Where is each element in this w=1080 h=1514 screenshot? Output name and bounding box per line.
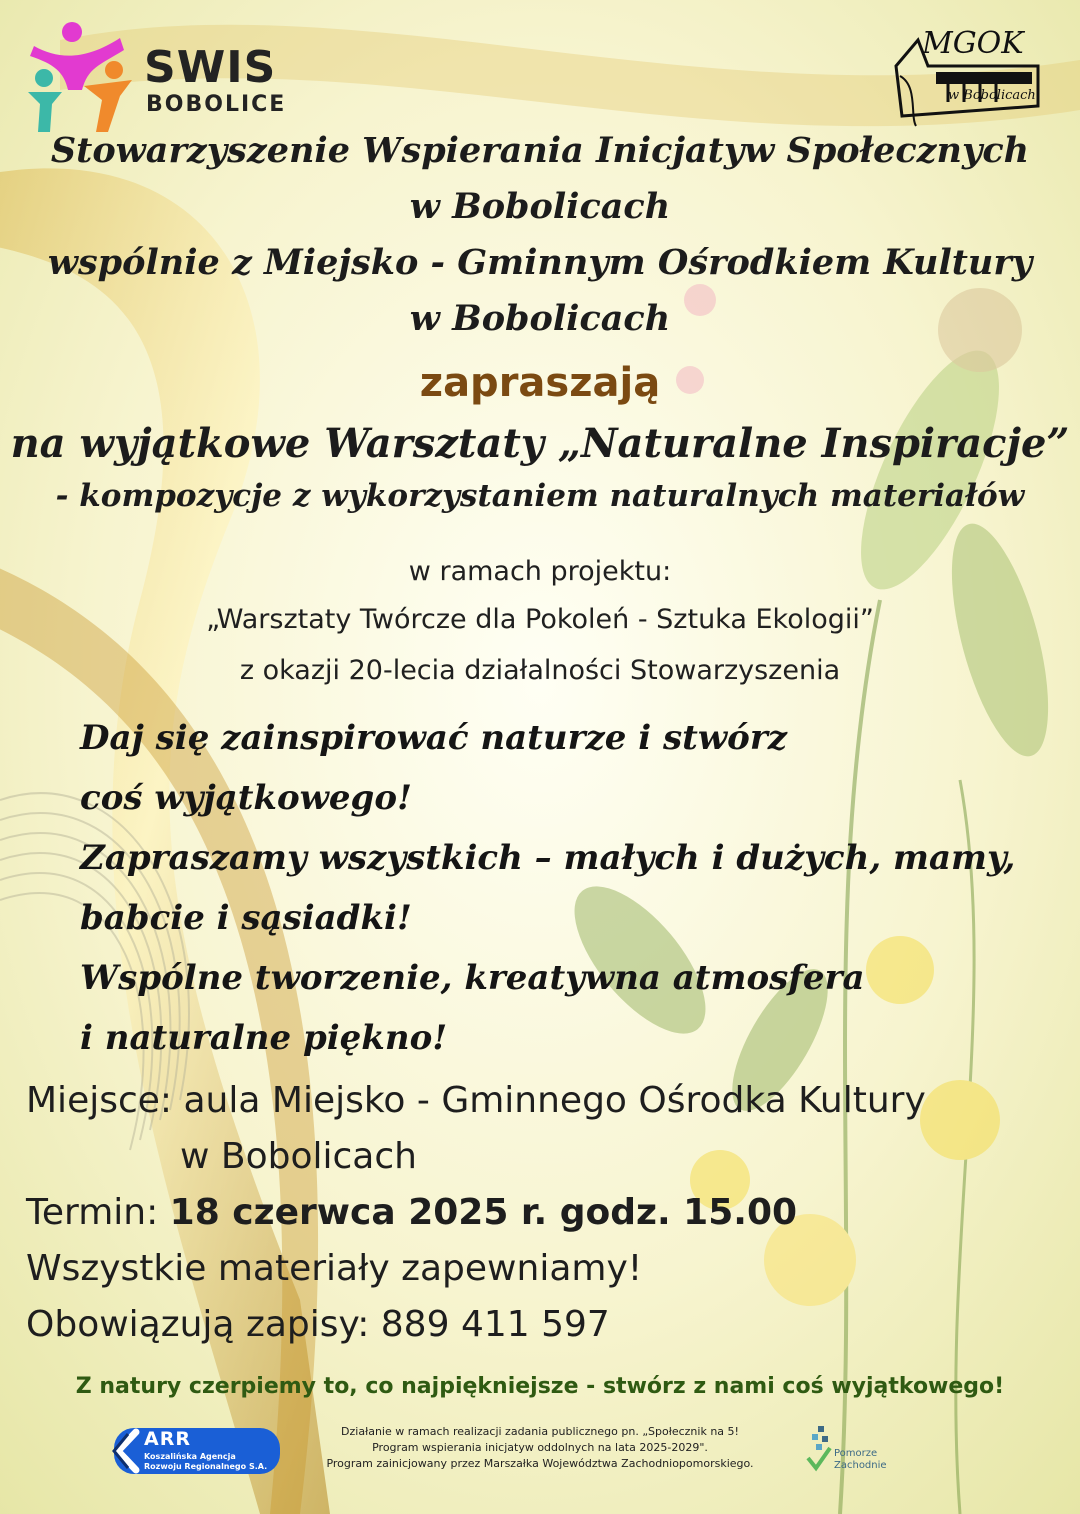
arr-subtitle-2: Rozwoju Regionalnego S.A. (144, 1462, 268, 1471)
swis-people-icon (24, 20, 134, 135)
date-value: 18 czerwca 2025 r. godz. 15.00 (169, 1192, 798, 1233)
arr-name: ARR (144, 1428, 191, 1450)
footer-tagline: Z natury czerpiemy to, co najpiękniejsze - stwórz z nami coś wyjątkowego! (75, 1374, 1005, 1399)
funding-line: Program wspierania inicjatyw oddolnych na lata 2025-2029". (372, 1441, 708, 1454)
funding-line: Działanie w ramach realizacji zadania publicznego pn. „Społecznik na 5! (341, 1425, 739, 1438)
pomorze-zachodnie-logo (806, 1424, 886, 1480)
arr-subtitle-1: Koszalińska Agencja (144, 1452, 236, 1461)
funding-note (290, 1424, 790, 1472)
signup-label: Obowiązują zapisy: (26, 1304, 370, 1345)
slogan-line: Daj się zainspirować naturze i stwórz (80, 718, 788, 758)
place-label: Miejsce: (26, 1080, 173, 1121)
date-line (26, 1192, 797, 1233)
organizer-line-2: w Bobolicach (409, 186, 671, 227)
place-line (26, 1080, 926, 1121)
pomorze-mark-icon (806, 1424, 836, 1474)
slogan-line: i naturalne piękno! (80, 1018, 448, 1058)
workshop-subtitle: - kompozycje z wykorzystaniem naturalnych materiałów (55, 478, 1025, 514)
swis-logo (24, 20, 287, 138)
swis-name: SWIS (144, 42, 277, 93)
project-name: „Warsztaty Twórcze dla Pokoleń - Sztuka Ekologii” (206, 604, 874, 635)
slogan-line: coś wyjątkowego! (80, 778, 412, 818)
project-intro: w ramach projektu: (408, 556, 672, 587)
place-value-continued: w Bobolicach (180, 1136, 417, 1177)
workshop-title: na wyjątkowe Warsztaty „Naturalne Inspiracje” (10, 420, 1070, 467)
organizer-line-1: Stowarzyszenie Wspierania Inicjatyw Społecznych (50, 130, 1030, 171)
date-label: Termin: (26, 1192, 159, 1233)
organizer-line-3: wspólnie z Miejsko - Gminnym Ośrodkiem Kultury (47, 242, 1033, 283)
signup-phone[interactable]: 889 411 597 (380, 1304, 610, 1345)
invite-word: zapraszają (419, 360, 661, 406)
arr-logo (106, 1426, 282, 1476)
swis-subtitle: BOBOLICE (146, 92, 287, 117)
project-occasion: z okazji 20-lecia działalności Stowarzyszenia (239, 655, 841, 686)
materials-line: Wszystkie materiały zapewniamy! (26, 1248, 643, 1289)
organizer-line-4: w Bobolicach (409, 298, 671, 339)
mgok-subtitle: w Bobolicach (948, 88, 1036, 103)
slogan-line: Zapraszamy wszystkich – małych i dużych, mamy, (80, 838, 1016, 878)
mgok-name: MGOK (922, 26, 1024, 61)
slogan-line: Wspólne tworzenie, kreatywna atmosfera (80, 958, 865, 998)
signup-line (26, 1304, 610, 1345)
funding-line: Program zainicjowany przez Marszałka Województwa Zachodniopomorskiego. (326, 1457, 754, 1470)
place-value: aula Miejsko - Gminnego Ośrodka Kultury (183, 1080, 926, 1121)
slogan-line: babcie i sąsiadki! (80, 898, 412, 938)
pomorze-text-1: Pomorze (834, 1448, 878, 1459)
pomorze-text-2: Zachodnie (834, 1460, 887, 1471)
mgok-logo (888, 26, 1060, 136)
